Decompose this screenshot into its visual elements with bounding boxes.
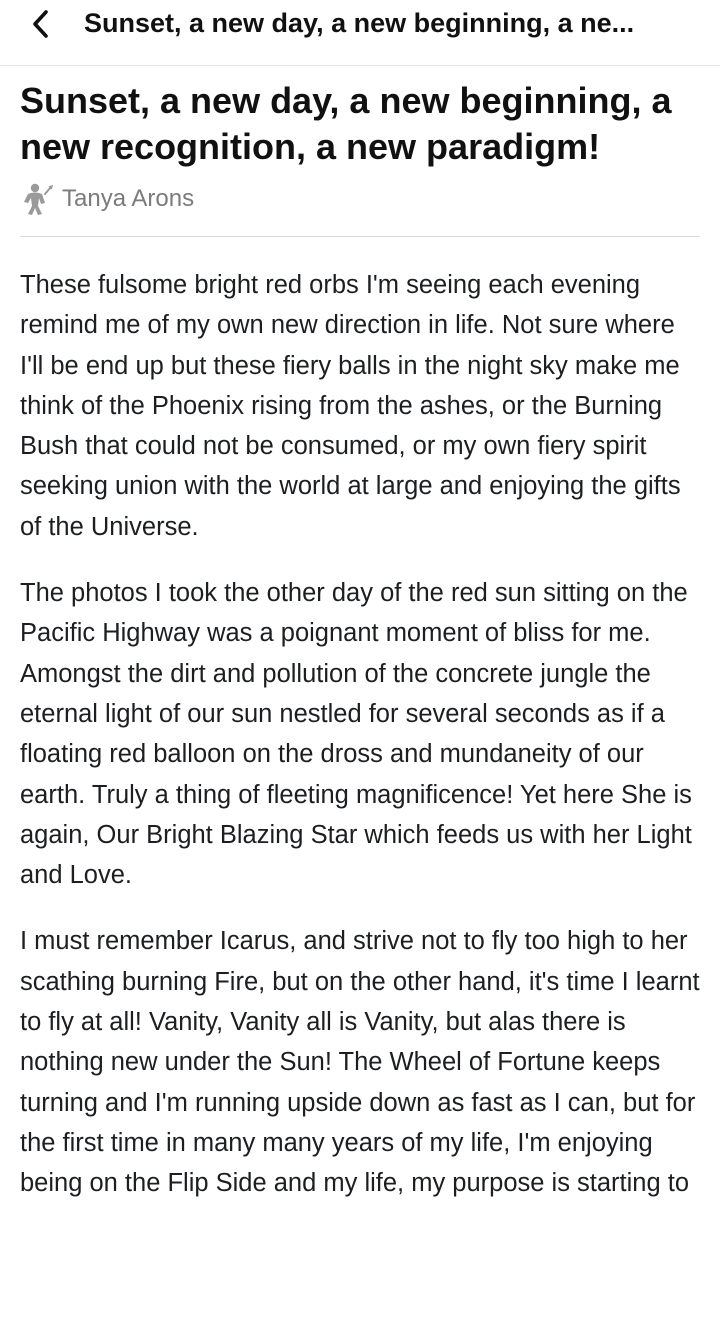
back-button[interactable]: [18, 6, 64, 42]
chevron-left-icon: [31, 9, 51, 39]
header-title: Sunset, a new day, a new beginning, a ne...: [84, 8, 635, 38]
paragraph: I must remember Icarus, and strive not to fly too high to her scathing burning Fire, but on the other hand, it's time I learnt to fly at all! Vanity, Vanity all is Vanity, but alas there is nothing new under the Sun! The Wheel of Fortune keeps turning and I'm running upside down as fast as I can, but for the first time in many many years of my life, I'm enjoying being on the Flip Side and my life, my purpose is starting to: [20, 927, 700, 1198]
paragraph: These fulsome bright red orbs I'm seeing each evening remind me of my own new direction in life. Not sure where I'll be end up but these fiery balls in the night sky make me think of the Phoenix rising from the ashes, or the Burning Bush that could not be consumed, or my own fiery spirit seeking union with the world at large and enjoying the gifts of the Universe.: [20, 271, 681, 541]
author-figure-icon: [20, 182, 56, 216]
author-byline[interactable]: [20, 182, 194, 216]
paragraph: The photos I took the other day of the red sun sitting on the Pacific Highway was a poignant moment of bliss for me. Amongst the dirt and pollution of the concrete jungle the eternal light of our sun nestled for several seconds as if a floating red balloon on the dross and mundaneity of our earth. Truly a thing of fleeting magnificence! Yet here She is again, Our Bright Blazing Star which feeds us with her Light and Love.: [20, 579, 692, 890]
divider: [20, 236, 700, 237]
article-body: [20, 265, 702, 1230]
author-name[interactable]: Tanya Arons: [62, 185, 195, 212]
top-bar: [0, 0, 720, 66]
article-title: Sunset, a new day, a new beginning, a new recognition, a new paradigm!: [20, 80, 672, 167]
